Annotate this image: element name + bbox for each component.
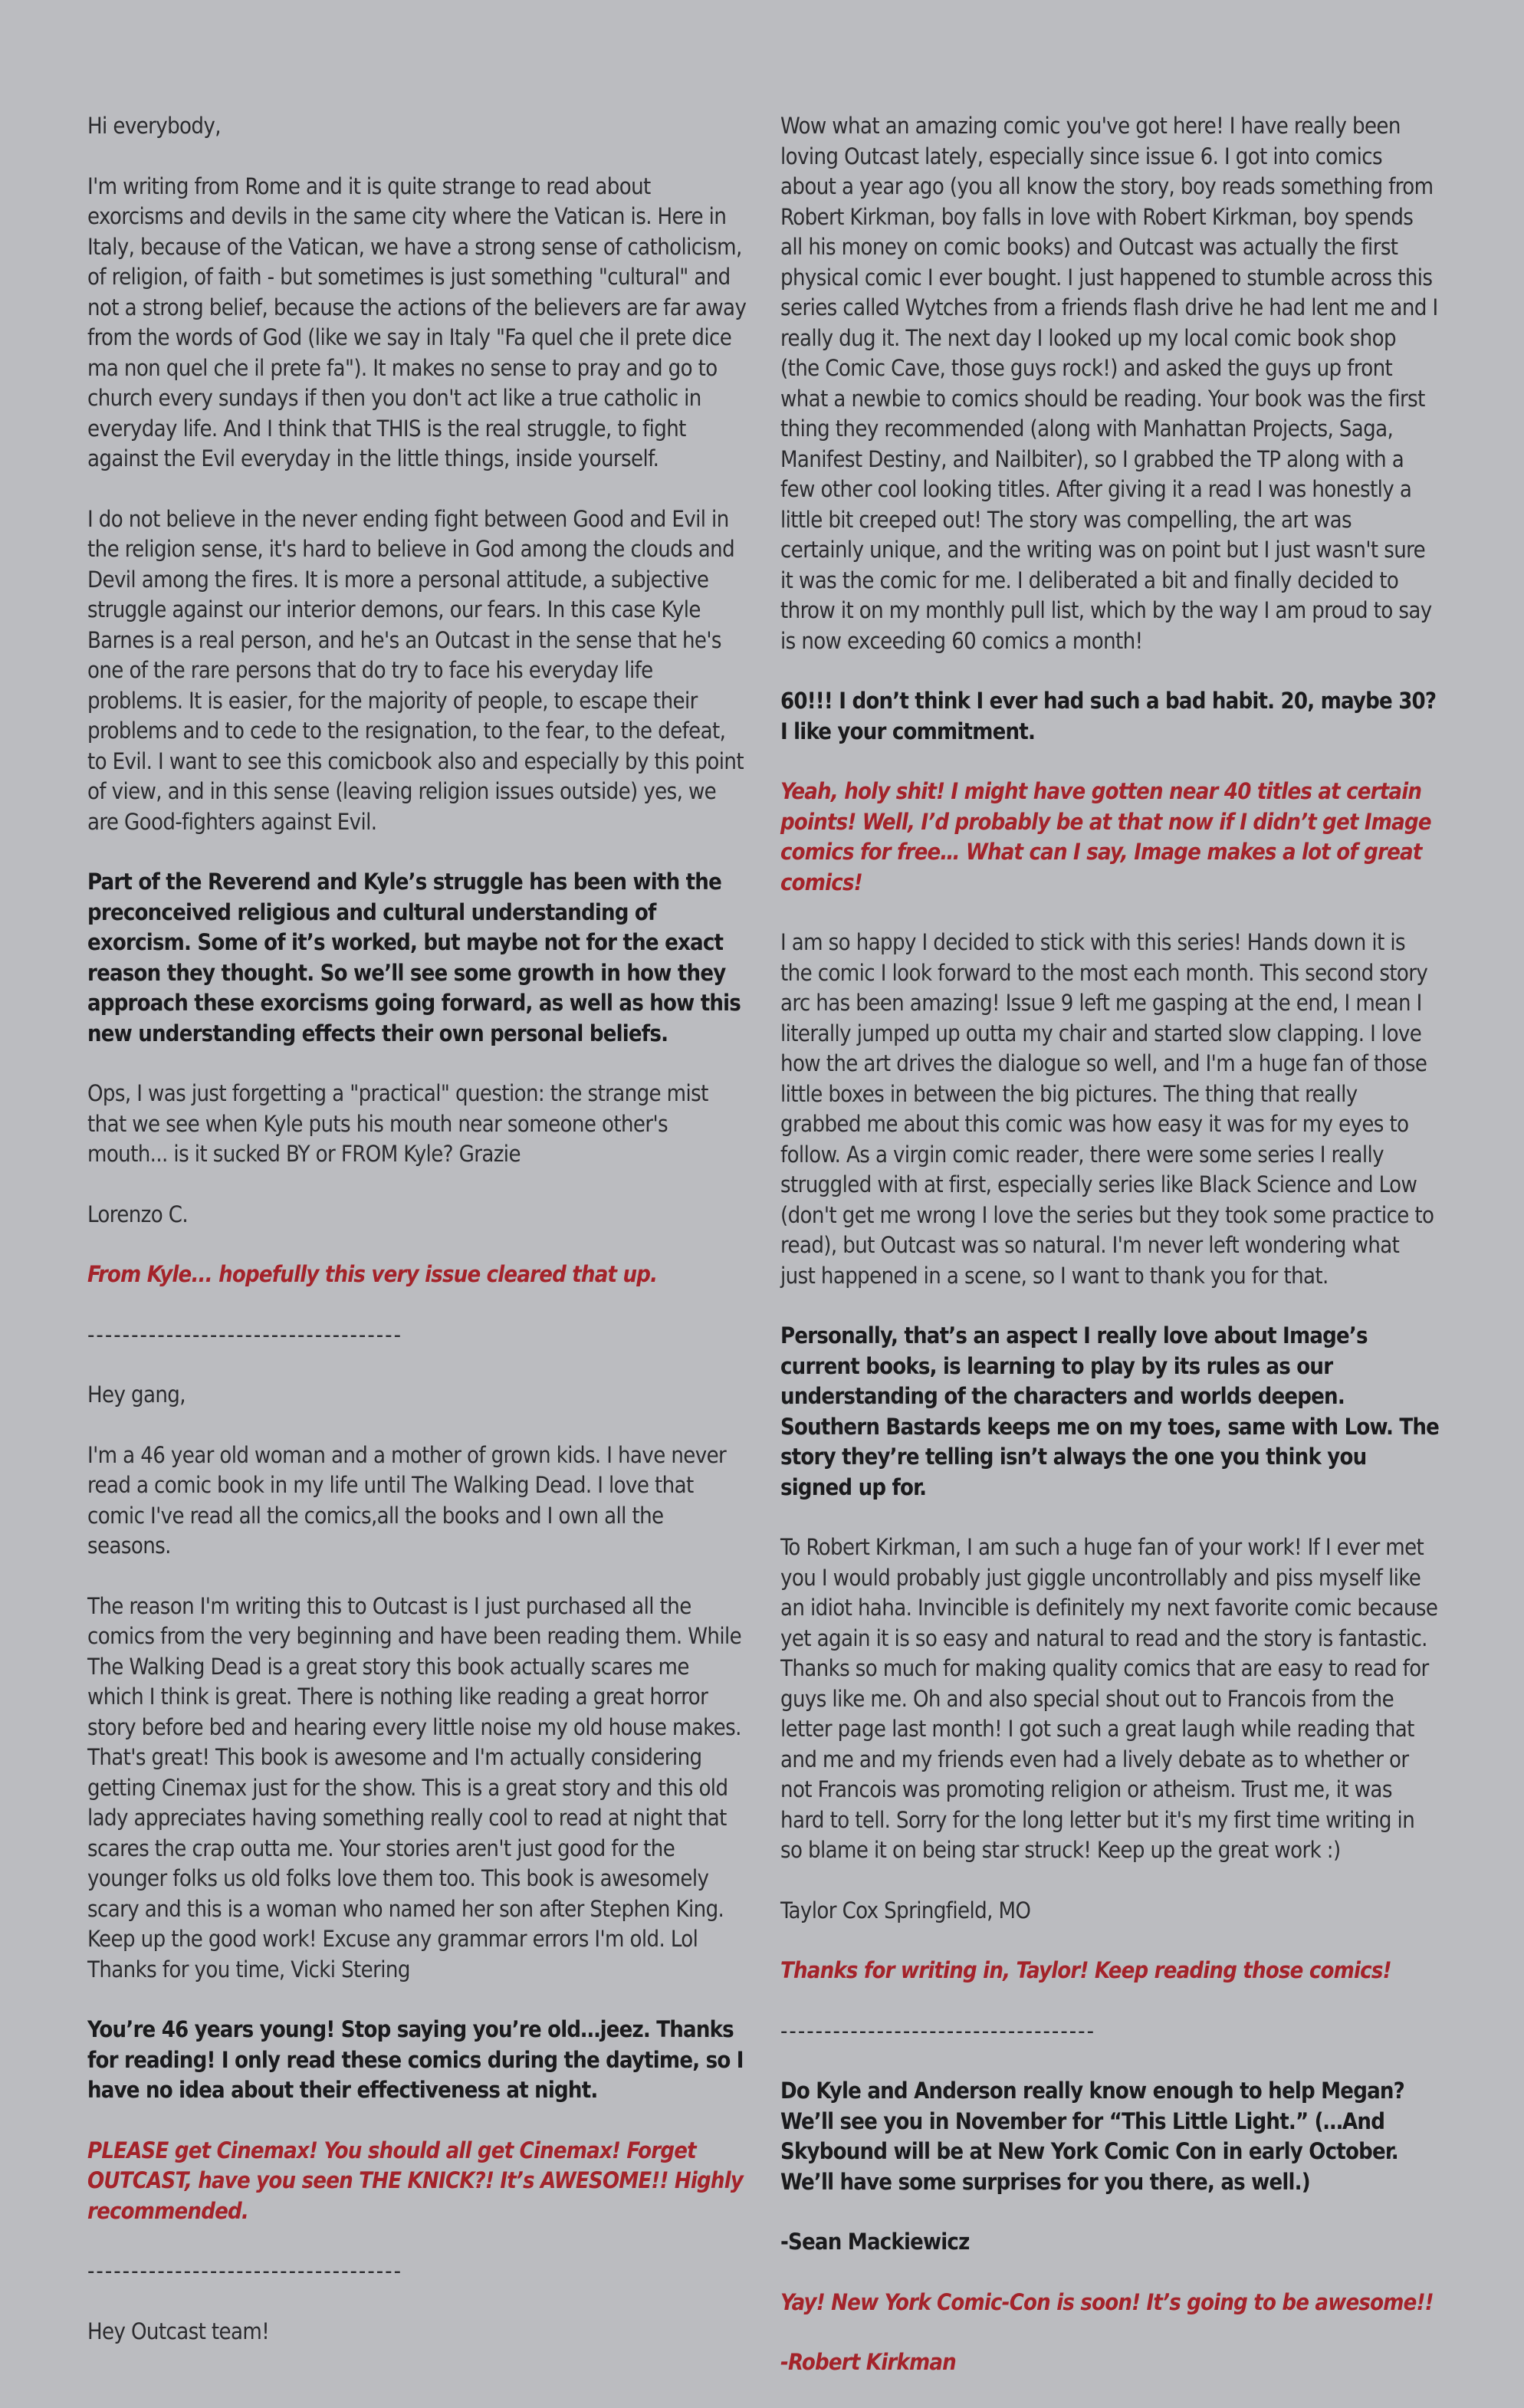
kirkman-reply: Thanks for writing in, Taylor! Keep reading those comics!: [780, 1957, 1391, 1983]
editor-reply: Personally, that’s an aspect I really love about Image’s current books, is learning to play by its rules as our understanding of the characters and worlds deepen. Southern Bastards keeps me on my toes, same with Low. The story they’re telling isn’t always the one you think you signed up for.: [780, 1322, 1440, 1500]
editor-reply: Do Kyle and Anderson really know enough to help Megan? We’ll see you in November for “This Little Light.” (…And Skybound will be at New York Comic Con in early October. We’ll have some surprises for you there, as well.): [780, 2078, 1404, 2195]
letter-paragraph: I do not believe in the never ending fight between Good and Evil in the religion sense, it's hard to believe in God among the clouds and Devil among the fires. It is more a personal attitude, a subjective struggle against our interior demons, our fears. In this case Kyle Barnes is a real person, and he's an Outcast in the sense that he's one of the rare persons that do try to face his everyday life problems. It is easier, for the majority of people, to escape their problems and to cede to the resignation, to the fear, to the defeat, to Evil. I want to see this comicbook also and especially by this point of view, and in this sense (leaving religion issues outside) yes, we are Good-fighters against Evil.: [87, 505, 744, 835]
letter-separator: ------------------------------------: [87, 2258, 402, 2284]
editor-reply: You’re 46 years young! Stop saying you’re old…jeez. Thanks for reading! I only read these comics during the daytime, so I have no idea about their effectiveness at night.: [87, 2016, 744, 2103]
letter-paragraph: Wow what an amazing comic you've got here! I have really been loving Outcast lately, especially since issue 6. I got into comics about a year ago (you all know the story, boy reads something from Robert Kirkman, boy falls in love with Robert Kirkman, boy spends all his money on comic books) and Outcast was actually the first physical comic I ever bought. I just happened to stumble across this series called Wytches from a friends flash drive he had lent me and I really dug it. The next day I looked up my local comic book shop (the Comic Cave, those guys rock!) and asked the guys up front what a newbie to comics should be reading. Your book was the first thing they recommended (along with Manhattan Projects, Saga, Manifest Destiny, and Nailbiter), so I grabbed the TP along with a few other cool looking titles. After giving it a read I was honestly a little bit creeped out! The story was compelling, the art was certainly unique, and the writing was on point but I just wasn't sure it was the comic for me. I deliberated a bit and finally decided to throw it on my monthly pull list, which by the way I am proud to say is now exceeding 60 comics a month!: [780, 113, 1438, 654]
letter-paragraph: I am so happy I decided to stick with this series! Hands down it is the comic I look forward to the most each month. This second story arc has been amazing! Issue 9 left me gasping at the end, I mean I literally jumped up outta my chair and started slow clapping. I love how the art drives the dialogue so well, and I'm a huge fan of those little boxes in between the big pictures. The thing that really grabbed me about this comic was how easy it was for my eyes to follow. As a virgin comic reader, there were some series I really struggled with at first, especially series like Black Science and Low (don't get me wrong I love the series but they took some practice to read), but Outcast was so natural. I'm never left wondering what just happened in a scene, so I want to thank you for that.: [780, 929, 1434, 1289]
letter-paragraph: I'm writing from Rome and it is quite strange to read about exorcisms and devils in the same city where the Vatican is. Here in Italy, because of the Vatican, we have a strong sense of catholicism, of religion, of faith - but sometimes is just something "cultural" and not a strong belief, because the actions of the believers are far away from the words of God (like we say in Italy "Fa quel che il prete dice ma non quel che il prete fa"). It makes no sense to pray and go to church every sundays if then you don't act like a true catholic in everyday life. And I think that THIS is the real struggle, to fight against the Evil everyday in the little things, inside yourself.: [87, 172, 747, 471]
left-column: [87, 111, 747, 2377]
letter-paragraph: I'm a 46 year old woman and a mother of grown kids. I have never read a comic book in my life until The Walking Dead. I love that comic I've read all the comics,all the books and I own all the seasons.: [87, 1441, 727, 1559]
editor-signature: -Sean Mackiewicz: [780, 2229, 970, 2255]
letter-paragraph: To Robert Kirkman, I am such a huge fan of your work! If I ever met you I would probably just giggle uncontrollably and piss myself like an idiot haha. Invincible is definitely my next favorite comic because yet again it is so easy and natural to read and the story is fantastic. Thanks so much for making quality comics that are easy to read for guys like me. Oh and also special shout out to Francois from the letter page last month! I got such a great laugh while reading that and me and my friends even had a lively debate as to whether or not Francois was promoting religion or atheism. Trust me, it was hard to tell. Sorry for the long letter but it's my first time writing in so blame it on being star struck! Keep up the great work :): [780, 1534, 1438, 1863]
kirkman-reply: PLEASE get Cinemax! You should all get Cinemax! Forget OUTCAST, have you seen THE KNICK?! It’s AWESOME!! Highly recommended.: [87, 2137, 744, 2224]
letter-separator: ------------------------------------: [780, 2017, 1095, 2044]
letter-signature: Lorenzo C.: [87, 1201, 189, 1227]
letter-signature: Taylor Cox Springfield, MO: [780, 1897, 1031, 1923]
editor-reply: 60!!! I don’t think I ever had such a bad habit. 20, maybe 30? I like your commitment.: [780, 688, 1437, 744]
letter-paragraph: The reason I'm writing this to Outcast is I just purchased all the comics from the very beginning and have been reading them. While The Walking Dead is a great story this book actually scares me which I think is great. There is nothing like reading a great horror story before bed and hearing every little noise my old house makes. That's great! This book is awesome and I'm actually considering getting Cinemax just for the show. This is a great story and this old lady appreciates having something really cool to read at night that scares the crap outta me. Your stories aren't just good for the younger folks us old folks love them too. This book is awesomely scary and this is a woman who named her son after Stephen King. Keep up the good work! Excuse any grammar errors I'm old. Lol Thanks for you time, Vicki Stering: [87, 1592, 742, 1983]
letter-separator: ------------------------------------: [87, 1321, 402, 1348]
kirkman-reply: From Kyle... hopefully this very issue cleared that up.: [87, 1261, 658, 1287]
kirkman-signature: -Robert Kirkman: [780, 2349, 956, 2375]
kirkman-reply: Yeah, holy shit! I might have gotten near 40 titles at certain points! Well, I’d probably be at that now if I didn’t get Image comics for free… What can I say, Image makes a lot of great comics!: [780, 778, 1431, 895]
right-column: [780, 111, 1440, 2408]
greeting: Hey Outcast team!: [87, 2318, 270, 2344]
greeting: Hey gang,: [87, 1381, 186, 1408]
letter-paragraph: Ops, I was just forgetting a "practical" question: the strange mist that we see when Kyle puts his mouth near someone other's mouth... is it sucked BY or FROM Kyle? Grazie: [87, 1080, 708, 1167]
kirkman-reply: Yay! New York Comic-Con is soon! It’s going to be awesome!!: [780, 2288, 1434, 2315]
editor-reply: Part of the Reverend and Kyle’s struggle has been with the preconceived religious and cultural understanding of exorcism. Some of it’s worked, but maybe not for the exact reason they thought. So we’ll see some growth in how they approach these exorcisms going forward, as well as how this new understanding effects their own personal beliefs.: [87, 869, 741, 1046]
greeting: Hi everybody,: [87, 113, 221, 139]
